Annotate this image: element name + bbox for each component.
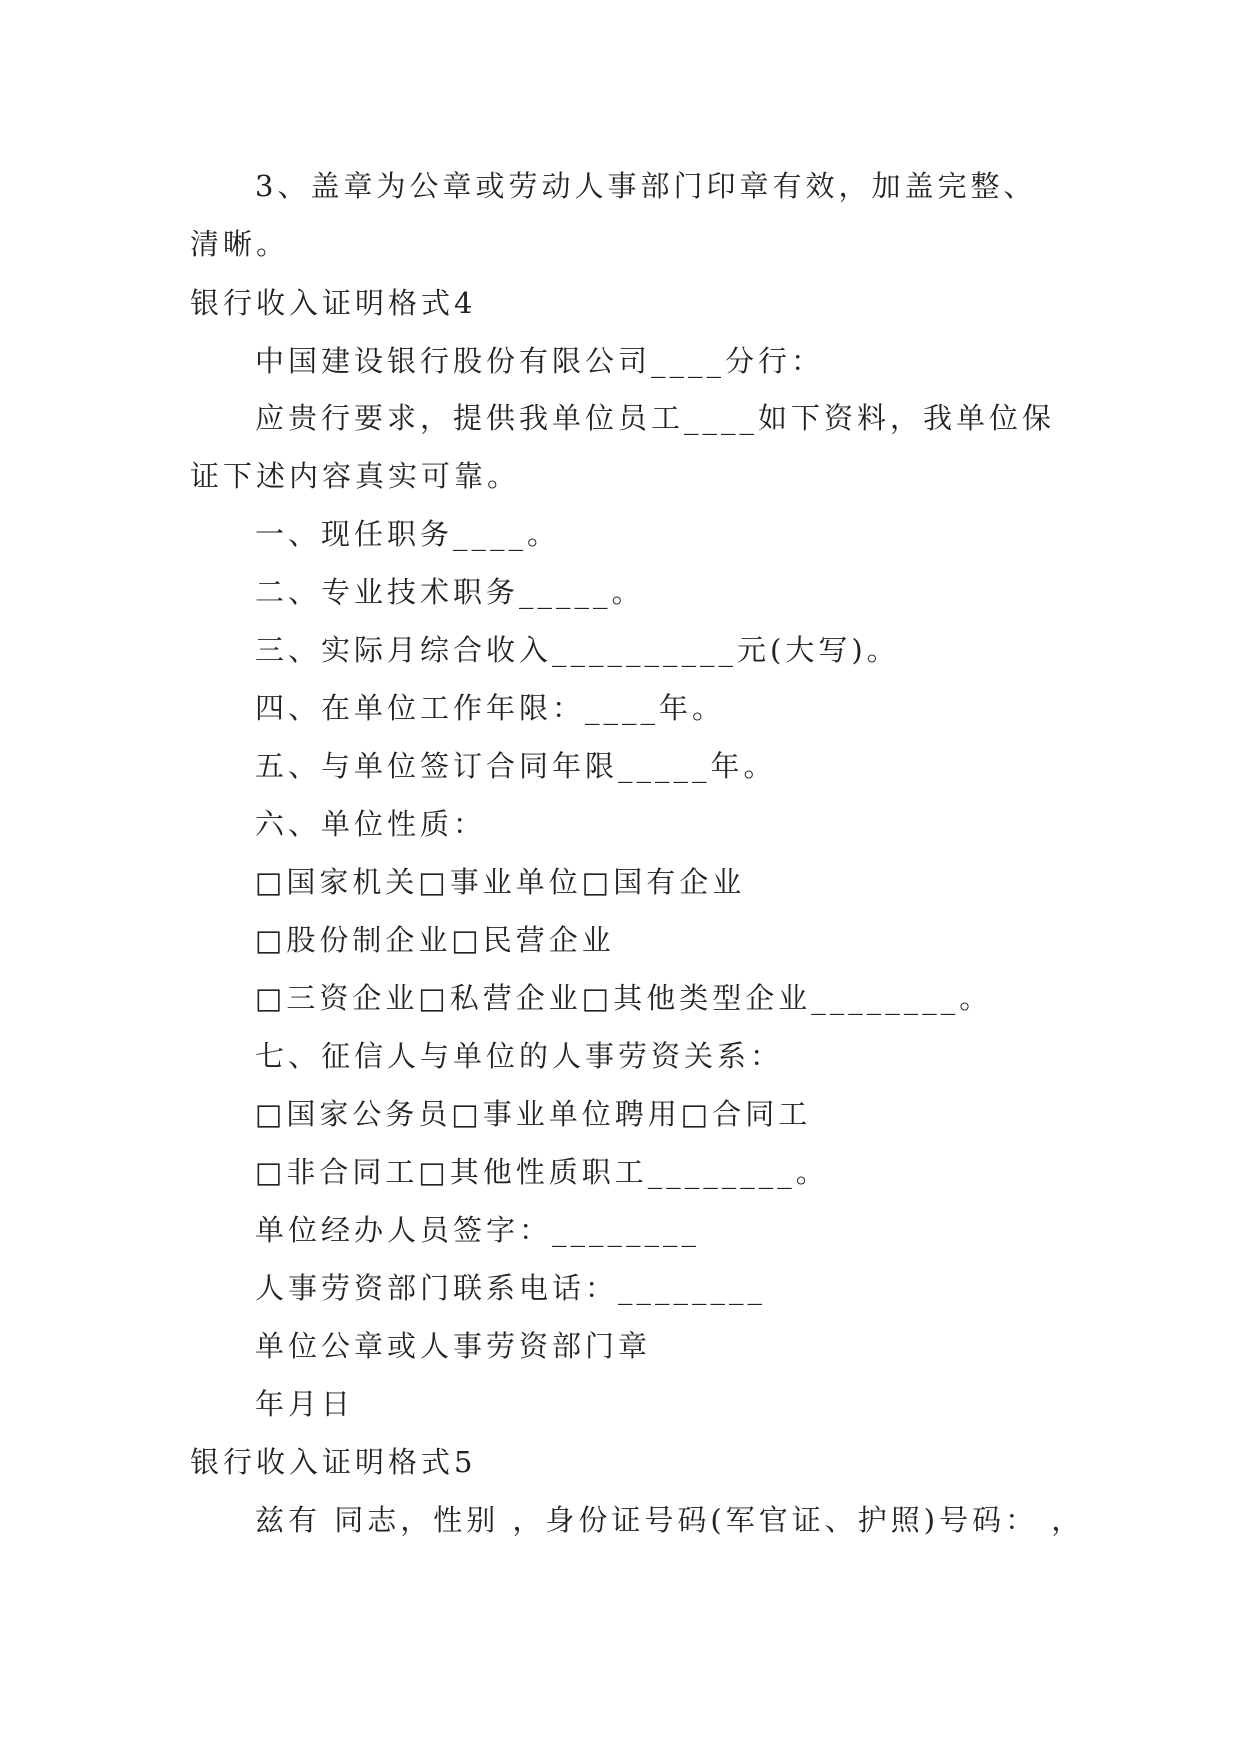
item-years-employed: 四、在单位工作年限：____年。: [255, 691, 726, 725]
unit-nature-options-1: □国家机关□事业单位□国有企业: [255, 865, 746, 899]
intro-paragraph: 应贵行要求，提供我单位员工____如下资料，我单位保: [255, 401, 1056, 435]
hr-contact-phone: 人事劳资部门联系电话：________: [255, 1271, 767, 1305]
item-3-stamp-note-cont: 清晰。: [190, 227, 290, 261]
unit-nature-options-2: □股份制企业□民营企业: [255, 923, 615, 957]
item-monthly-income: 三、实际月综合收入__________元(大写)。: [255, 633, 900, 667]
date-line: 年月日: [255, 1387, 355, 1421]
employment-relation-options-2: □非合同工□其他性质职工________。: [255, 1155, 829, 1189]
unit-nature-options-3: □三资企业□私营企业□其他类型企业________。: [255, 981, 993, 1015]
section-heading-5: 银行收入证明格式5: [190, 1445, 477, 1479]
item-unit-nature: 六、单位性质：: [255, 807, 487, 841]
addressee: 中国建设银行股份有限公司____分行：: [255, 344, 825, 378]
seal-line: 单位公章或人事劳资部门章: [255, 1329, 652, 1363]
handler-signature: 单位经办人员签字：________: [255, 1213, 701, 1247]
section-heading-4: 银行收入证明格式4: [190, 286, 477, 320]
intro-paragraph-cont: 证下述内容真实可靠。: [190, 459, 521, 493]
section-5-first-line: 兹有 同志，性别 ，身份证号码(军官证、护照)号码： ，: [255, 1503, 1085, 1537]
employment-relation-options-1: □国家公务员□事业单位聘用□合同工: [255, 1097, 812, 1131]
item-professional-title: 二、专业技术职务_____。: [255, 575, 645, 609]
item-3-stamp-note: 3、盖章为公章或劳动人事部门印章有效，加盖完整、: [255, 169, 1037, 203]
item-current-position: 一、现任职务____。: [255, 517, 561, 551]
item-contract-term: 五、与单位签订合同年限_____年。: [255, 749, 777, 783]
item-employment-relation: 七、征信人与单位的人事劳资关系：: [255, 1039, 784, 1073]
